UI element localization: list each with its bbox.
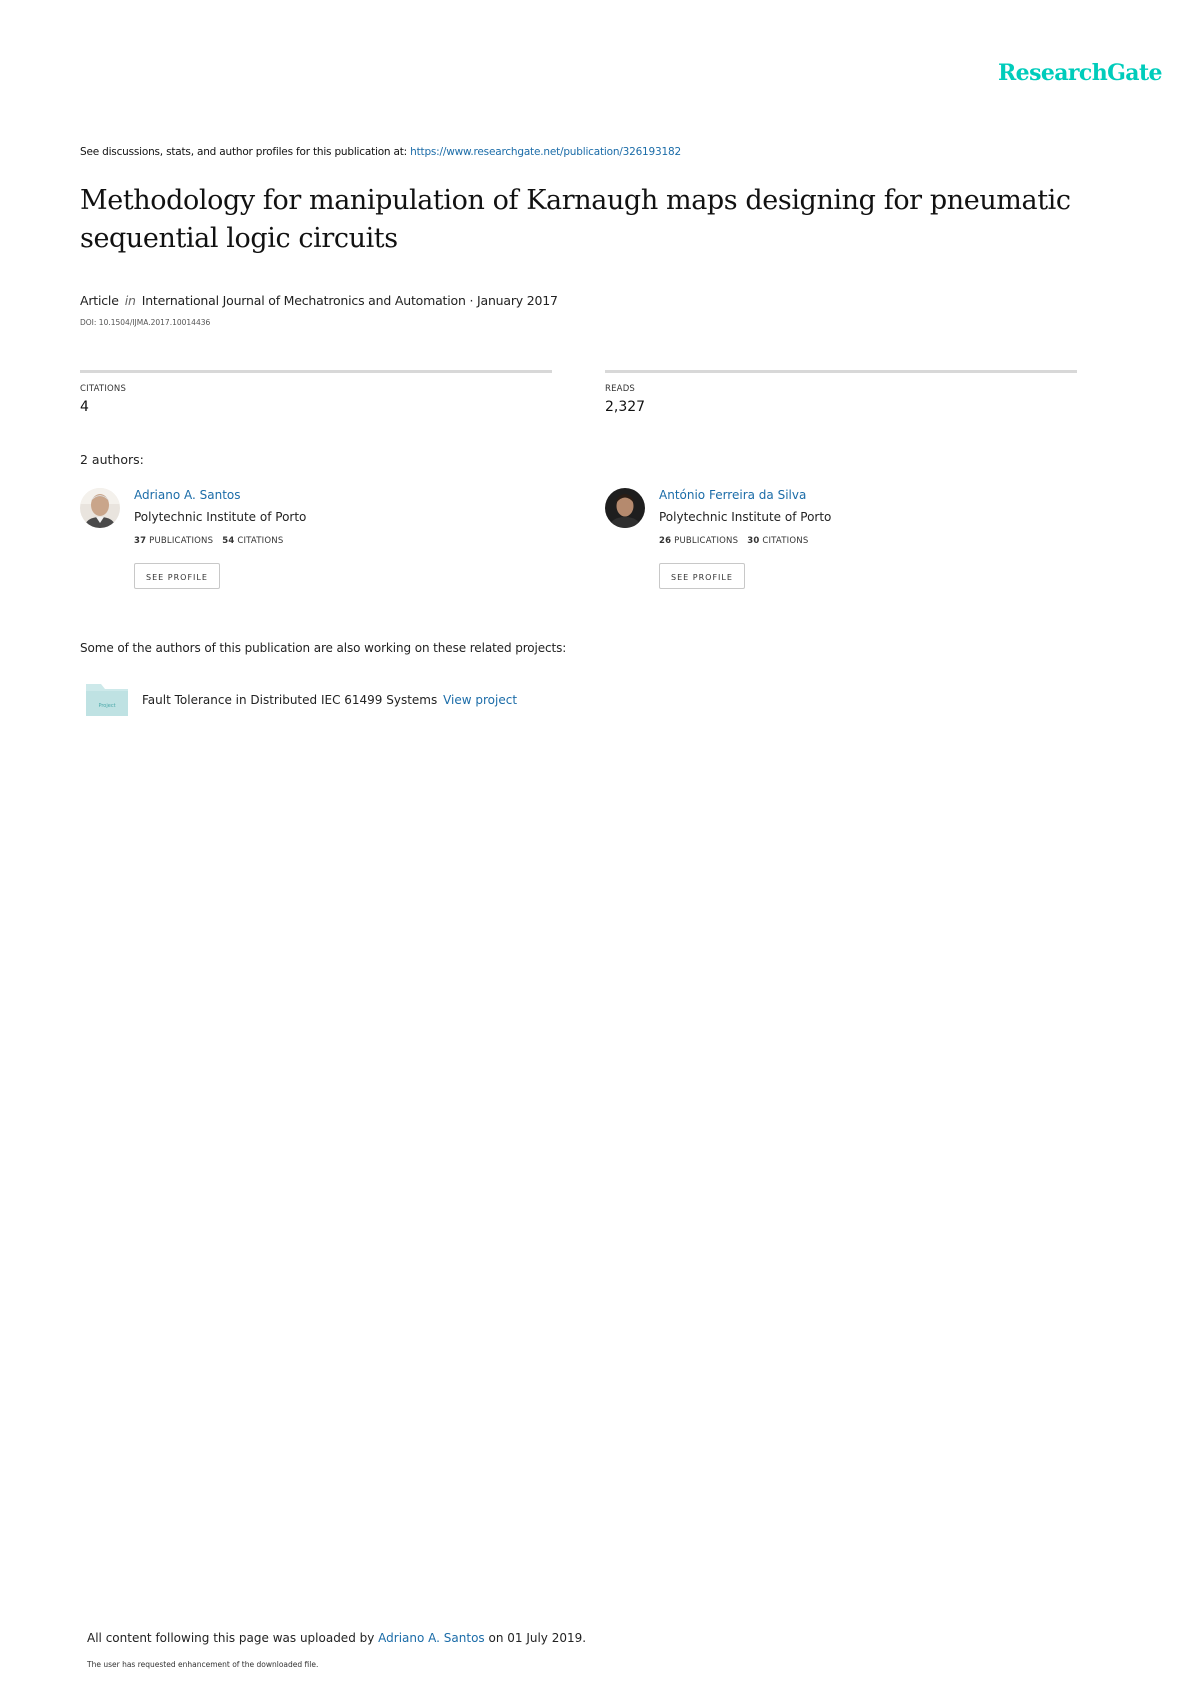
uploader-link[interactable]: Adriano A. Santos bbox=[378, 1631, 485, 1645]
in-word: in bbox=[124, 293, 136, 308]
folder-icon bbox=[84, 680, 130, 718]
reads-divider bbox=[605, 370, 1077, 373]
author-avatar[interactable] bbox=[605, 488, 645, 528]
author-card bbox=[605, 488, 1085, 598]
citations-label: CITATIONS bbox=[80, 384, 127, 394]
author-publications-count: 37 bbox=[134, 536, 147, 546]
project-name: Fault Tolerance in Distributed IEC 61499 Systems bbox=[142, 693, 438, 707]
upload-prefix: All content following this page was uploaded by bbox=[87, 1631, 379, 1645]
author-name-link[interactable]: Adriano A. Santos bbox=[134, 488, 241, 502]
author-stats bbox=[659, 536, 808, 546]
author-citations-count: 54 bbox=[222, 536, 235, 546]
publication-url-link[interactable]: https://www.researchgate.net/publication/326193182 bbox=[410, 146, 681, 158]
reads-label: READS bbox=[605, 384, 636, 394]
author-stats bbox=[134, 536, 283, 546]
author-citations-count: 30 bbox=[747, 536, 760, 546]
journal-name: International Journal of Mechatronics and Automation bbox=[141, 293, 466, 308]
article-title: Methodology for manipulation of Karnaugh maps designing for pneumatic sequential logic circuits bbox=[80, 185, 1071, 254]
upload-suffix: on 01 July 2019. bbox=[484, 1631, 587, 1645]
author-citations-label: CITATIONS bbox=[237, 536, 284, 546]
author-citations-label: CITATIONS bbox=[762, 536, 809, 546]
related-projects-intro: Some of the authors of this publication are also working on these related projects: bbox=[80, 641, 567, 655]
researchgate-logo[interactable]: ResearchGate bbox=[998, 60, 1162, 86]
project-text bbox=[142, 693, 517, 707]
author-card bbox=[80, 488, 560, 598]
author-name-link[interactable]: António Ferreira da Silva bbox=[659, 488, 807, 502]
related-project-item bbox=[84, 680, 784, 720]
doi: DOI: 10.1504/IJMA.2017.10014436 bbox=[80, 318, 211, 327]
see-discussions-line bbox=[80, 146, 681, 158]
enhancement-notice: The user has requested enhancement of the downloaded file. bbox=[87, 1660, 319, 1669]
reads-value: 2,327 bbox=[605, 399, 646, 415]
author-photo-icon bbox=[80, 488, 120, 528]
view-project-link[interactable]: View project bbox=[443, 693, 518, 707]
author-avatar[interactable] bbox=[80, 488, 120, 528]
author-publications-label: PUBLICATIONS bbox=[674, 536, 739, 546]
author-institution: Polytechnic Institute of Porto bbox=[659, 510, 832, 524]
upload-info bbox=[87, 1631, 586, 1645]
project-icon-text: Project bbox=[98, 703, 116, 709]
authors-count: 2 authors: bbox=[80, 452, 144, 467]
article-type: Article bbox=[80, 293, 119, 308]
citations-value: 4 bbox=[80, 399, 89, 415]
author-publications-count: 26 bbox=[659, 536, 672, 546]
author-photo-icon bbox=[605, 488, 645, 528]
publication-info bbox=[80, 293, 558, 308]
info-separator: · bbox=[465, 293, 478, 308]
see-profile-button[interactable]: SEE PROFILE bbox=[659, 563, 745, 589]
publication-date: January 2017 bbox=[477, 293, 558, 308]
see-discussions-prefix: See discussions, stats, and author profiles for this publication at: bbox=[80, 146, 411, 158]
citations-divider bbox=[80, 370, 552, 373]
see-profile-button[interactable]: SEE PROFILE bbox=[134, 563, 220, 589]
author-publications-label: PUBLICATIONS bbox=[149, 536, 214, 546]
author-institution: Polytechnic Institute of Porto bbox=[134, 510, 307, 524]
